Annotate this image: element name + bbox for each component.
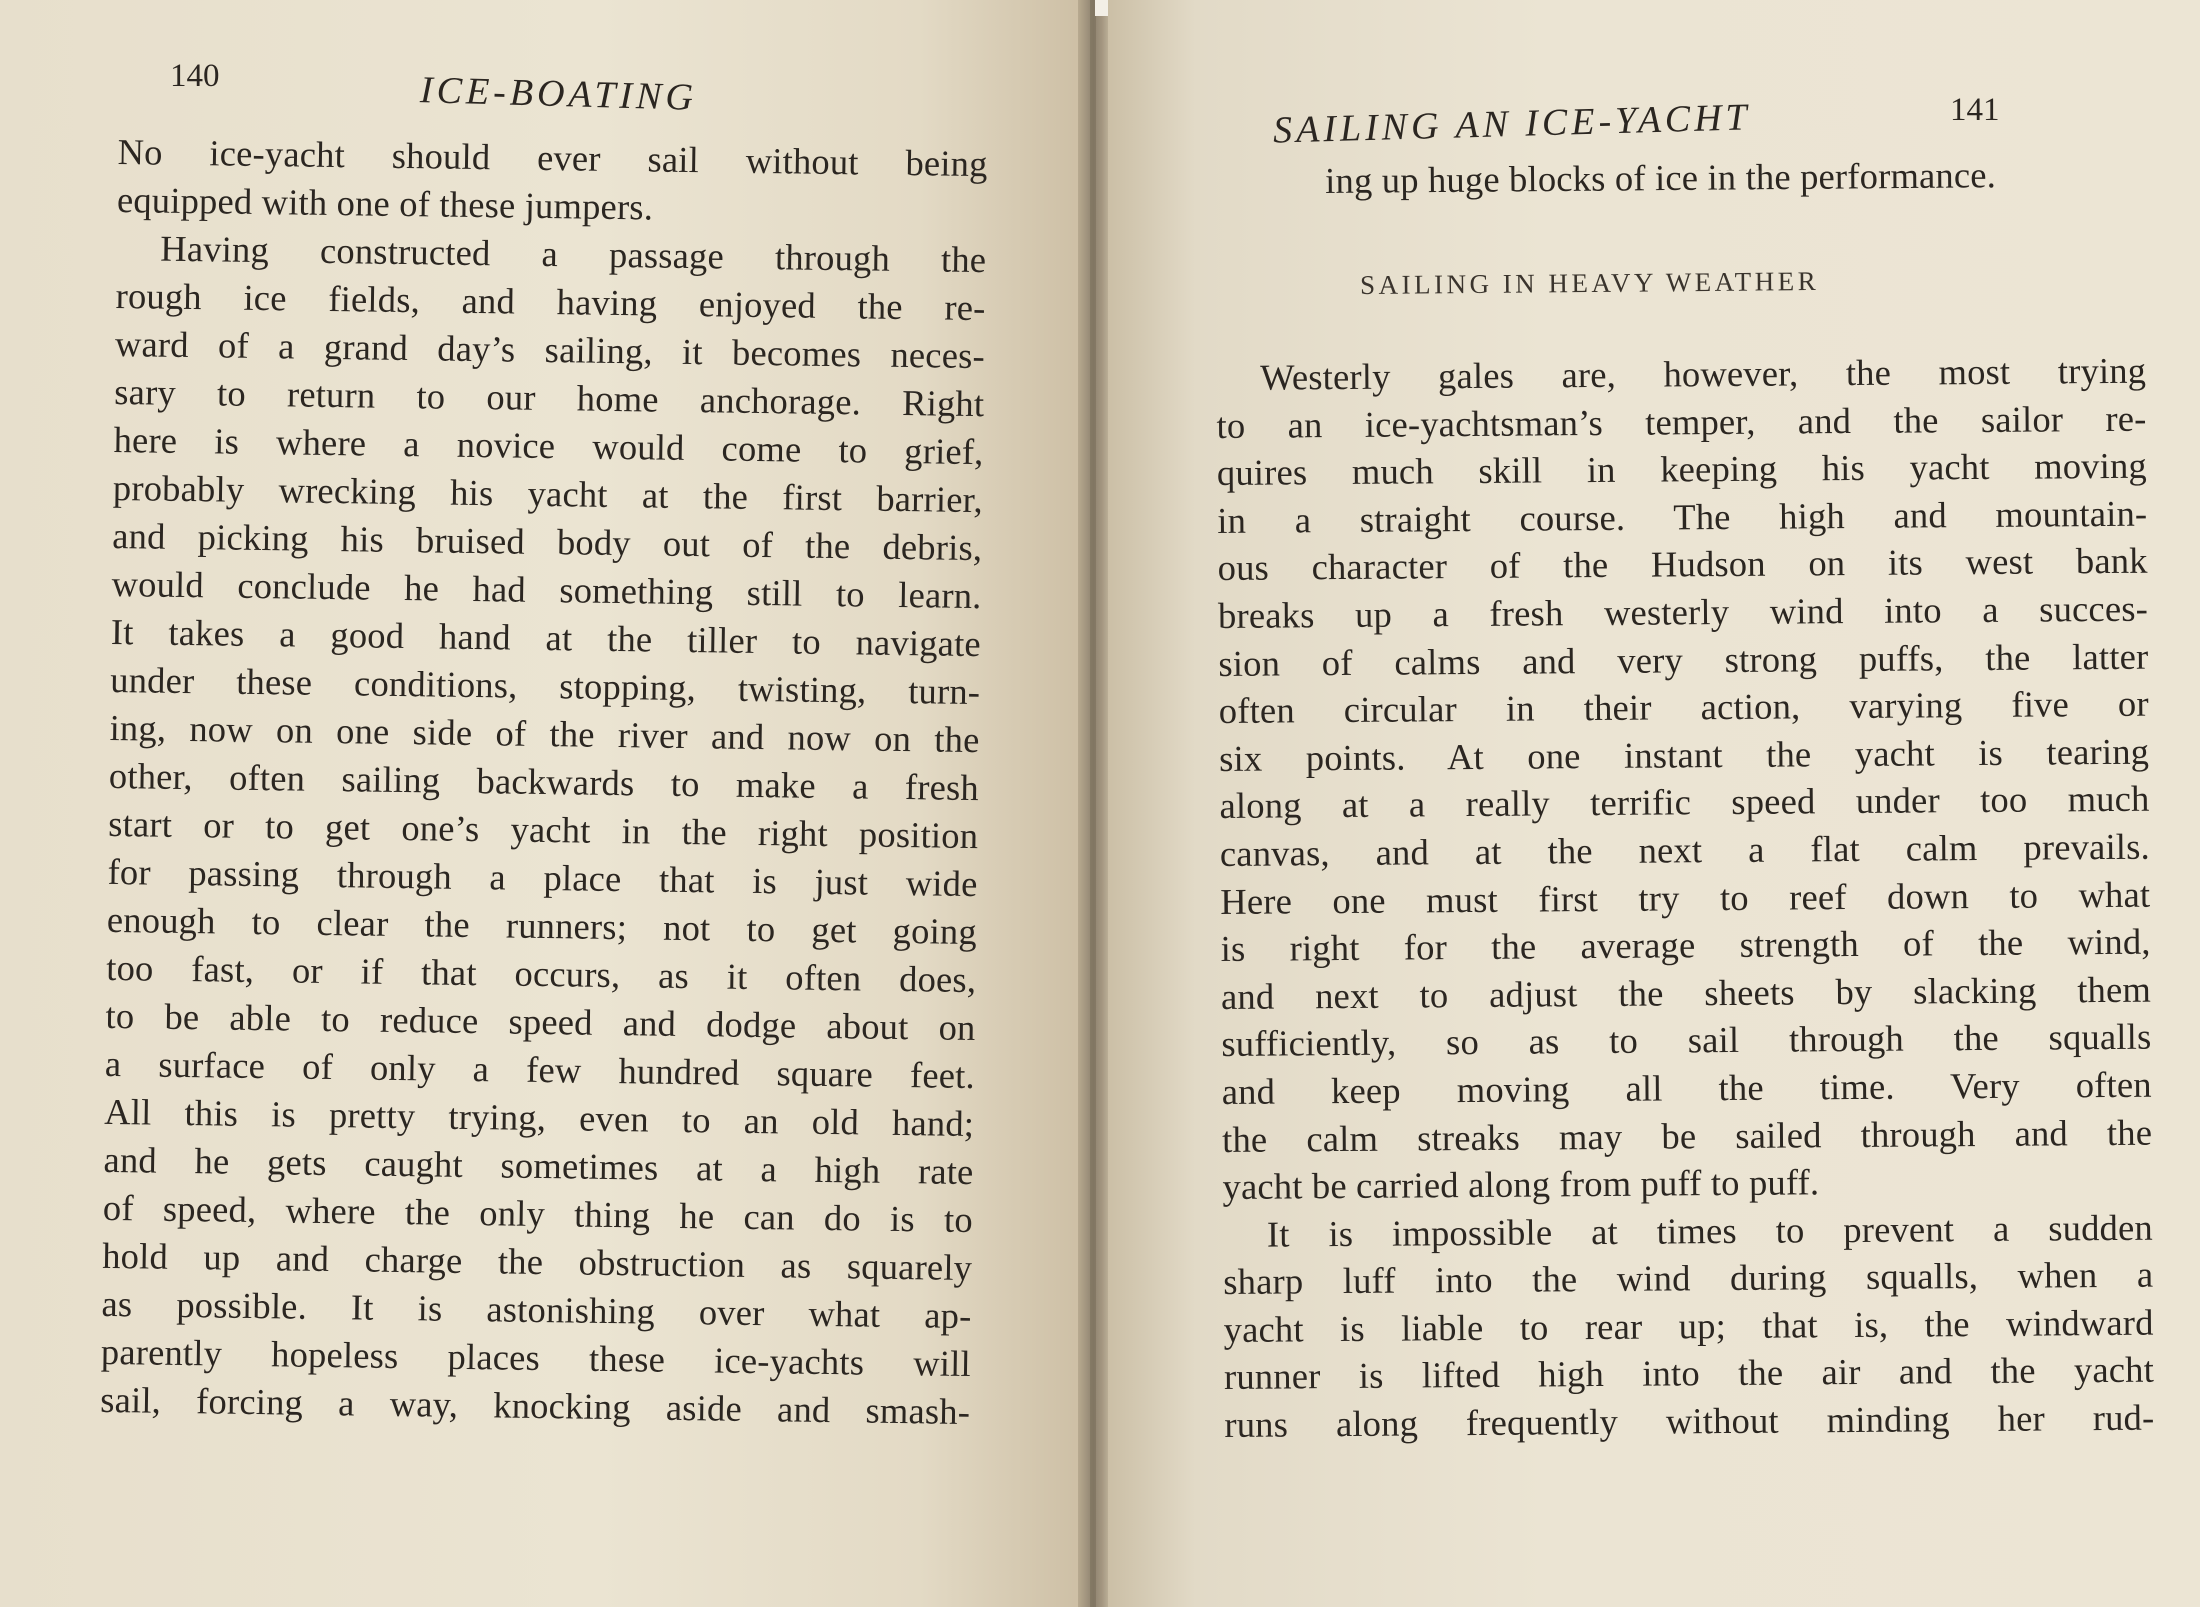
text-line: start or to get one’s yacht in the right position <box>108 802 979 857</box>
text-line: No ice-yacht should ever sail without being <box>117 130 988 185</box>
text-line: sail, forcing a way, knocking aside and smash- <box>99 1378 971 1433</box>
text-line: and picking his bruised body out of the debris, <box>112 514 983 569</box>
text-line: as possible. It is astonishing over what ap- <box>101 1282 972 1337</box>
text-line: to be able to reduce speed and dodge about on <box>105 994 976 1049</box>
right-page-opening <box>1213 150 2143 206</box>
text-line: ing up huge blocks of ice in the performance. <box>1325 154 1997 202</box>
text-line: It takes a good hand at the tiller to navigate <box>110 610 982 665</box>
text-line: All this is pretty trying, even to an old hand; <box>103 1090 975 1145</box>
text-line: is right for the average strength of the wind, <box>1220 920 2151 970</box>
text-line: ous character of the Hudson on its west bank <box>1217 540 2148 589</box>
section-heading: SAILING IN HEAVY WEATHER <box>1359 265 1820 301</box>
left-page-number: 140 <box>170 58 220 94</box>
right-running-head: SAILING AN ICE-YACHT <box>1272 96 1752 152</box>
text-line: six points. At one instant the yacht is tearing <box>1219 730 2150 779</box>
text-line: a surface of only a few hundred square feet. <box>104 1042 976 1097</box>
text-line: enough to clear the runners; not to get going <box>106 898 978 953</box>
text-line: yacht be carried along from puff to puff. <box>1222 1161 1820 1208</box>
text-line: parently hopeless places these ice-yachts will <box>100 1330 972 1385</box>
text-line: sharp luff into the wind during squalls, when a <box>1223 1253 2154 1303</box>
text-line: the calm streaks may be sailed through and the <box>1222 1111 2153 1160</box>
text-line: and he gets caught sometimes at a high rate <box>103 1138 974 1193</box>
text-line: ward of a grand day’s sailing, it becomes neces- <box>114 322 986 377</box>
text-line: in a straight course. The high and mountain- <box>1217 492 2148 541</box>
text-line: rough ice fields, and having enjoyed the re- <box>115 274 986 329</box>
text-line: runs along frequently without minding her rud- <box>1224 1396 2155 1446</box>
text-line: quires much skill in keeping his yacht moving <box>1216 444 2148 494</box>
text-line: under these conditions, stopping, twisting, turn- <box>110 658 981 713</box>
text-line: probably wrecking his yacht at the first barrier, <box>112 466 984 521</box>
text-line: for passing through a place that is just wide <box>107 850 978 905</box>
text-line: Here one must first try to reef down to what <box>1220 873 2151 922</box>
text-line: runner is lifted high into the air and the yacht <box>1223 1349 2155 1398</box>
text-line: along at a really terrific speed under too much <box>1219 778 2150 827</box>
left-page <box>0 0 1082 1607</box>
text-line: sion of calms and very strong puffs, the latter <box>1218 635 2149 684</box>
text-line: of speed, where the only thing he can do is to <box>102 1186 974 1241</box>
text-line: hold up and charge the obstruction as squarely <box>101 1234 973 1289</box>
gutter-shadow <box>1090 0 1096 1607</box>
text-line: and keep moving all the time. Very often <box>1221 1063 2152 1112</box>
text-line: sary to return to our home anchorage. Right <box>114 370 985 425</box>
text-line: canvas, and at the next a flat calm prevails. <box>1219 825 2151 874</box>
text-line: often circular in their action, varying five or <box>1218 682 2149 732</box>
left-running-head: ICE-BOATING <box>419 69 698 119</box>
text-line: breaks up a fresh westerly wind into a succes- <box>1217 587 2149 636</box>
text-line: Westerly gales are, however, the most trying <box>1260 349 2147 398</box>
left-page-body <box>100 128 988 1436</box>
text-line: ing, now on one side of the river and now on the <box>109 706 980 761</box>
text-line: to an ice-yachtsman’s temper, and the sailor re- <box>1216 397 2147 446</box>
text-line: Having constructed a passage through the <box>160 227 987 281</box>
text-line: yacht is liable to rear up; that is, the windward <box>1223 1301 2154 1350</box>
text-line: equipped with one of these jumpers. <box>116 178 654 228</box>
text-line: too fast, or if that occurs, as it often does, <box>105 946 977 1001</box>
text-line: sufficiently, so as to sail through the squalls <box>1221 1015 2152 1065</box>
text-line: would conclude he had something still to learn. <box>111 562 982 617</box>
text-line: It is impossible at times to prevent a sudden <box>1266 1206 2154 1255</box>
text-line: here is where a novice would come to grief, <box>113 418 984 473</box>
right-page <box>1108 0 2200 1607</box>
right-page-number: 141 <box>1950 92 2000 128</box>
right-page-body <box>1216 347 2155 1449</box>
text-line: and next to adjust the sheets by slacking them <box>1220 968 2152 1017</box>
text-line: other, often sailing backwards to make a fresh <box>108 754 980 809</box>
